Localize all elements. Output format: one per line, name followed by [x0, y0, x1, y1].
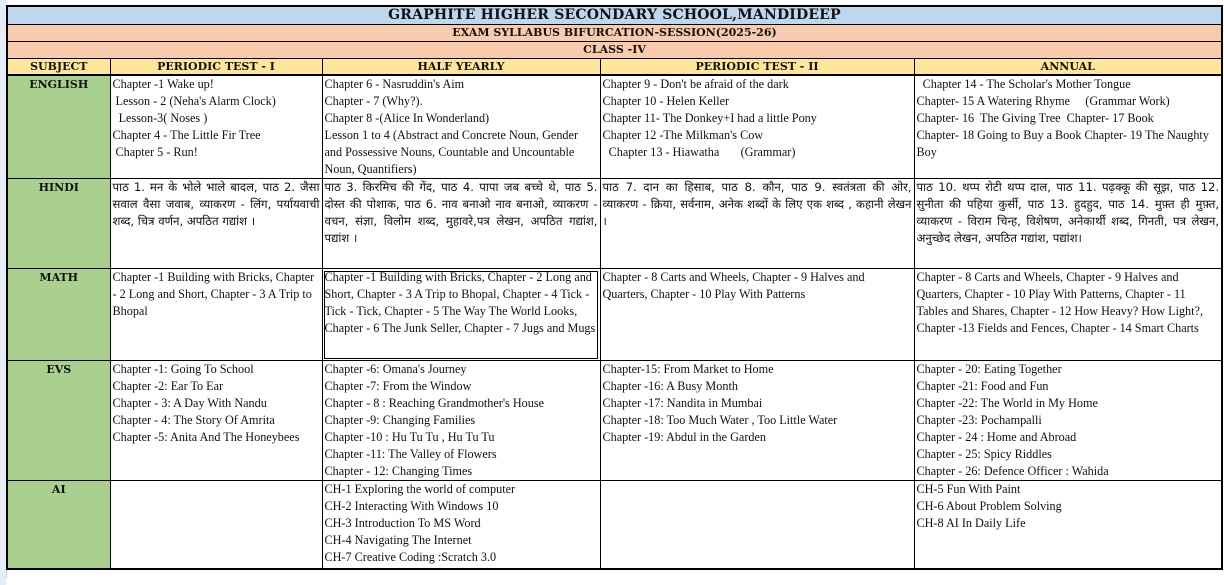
- syllabus-line: Chapter -16: A Busy Month: [602, 379, 738, 393]
- table-row-english: [7, 75, 1222, 179]
- syllabus-line: Chapter 13 - Hiawatha (Grammar): [602, 145, 796, 159]
- syllabus-line: Chapter 12 -The Milkman's Cow: [602, 128, 764, 142]
- column-header-annual[interactable]: ANNUAL: [914, 59, 1222, 76]
- syllabus-subtitle[interactable]: EXAM SYLLABUS BIFURCATION-SESSION(2025-26): [7, 25, 1222, 42]
- cell-hindi-half-yearly[interactable]: पाठ 3. किरमिच की गेंद, पाठ 4. पापा जब बच्चे थे, पाठ 5. दोस्त की पोशाक, पाठ 6. नाव बनाओ नाव बनाओ, व्याकरण - वचन, संज्ञा, विलोम शब्द, मुहावरे,पत्र लेखन, अपठित गद्यांश, पद्यांश ।: [322, 179, 600, 269]
- syllabus-line: Chapter -11: The Valley of Flowers: [324, 447, 497, 461]
- syllabus-line: Chapter -7: From the Window: [324, 379, 472, 393]
- syllabus-line: Chapter -23: Pochampalli: [916, 413, 1042, 427]
- syllabus-line: Chapter -10 : Hu Tu Tu , Hu Tu Tu: [324, 430, 495, 444]
- column-header-pt2[interactable]: PERIODIC TEST - II: [600, 59, 914, 76]
- subject-cell[interactable]: AI: [7, 481, 110, 570]
- class-label[interactable]: CLASS -IV: [7, 42, 1222, 59]
- syllabus-line: Chapter 5 - Run!: [112, 145, 198, 159]
- syllabus-line: CH-5 Fun With Paint: [916, 482, 1021, 496]
- syllabus-line: Chapter - 24 : Home and Abroad: [916, 430, 1077, 444]
- cell-ai-half-yearly[interactable]: [322, 481, 600, 570]
- syllabus-table: [6, 5, 1223, 570]
- syllabus-line: CH-8 AI In Daily Life: [916, 516, 1026, 530]
- cell-math-half-yearly[interactable]: Chapter -1 Building with Bricks, Chapter - 2 Long and Short, Chapter - 3 A Trip to Bhopal, Chapter - 4 Tick -Tick - Tick, Chapter - 5 The Way The World Looks, Chapter - 6 The Junk Seller, Chapter - 7 Jugs and Mugs: [322, 269, 600, 361]
- table-row-math: [7, 269, 1222, 361]
- syllabus-line: Chapter - 20: Eating Together: [916, 362, 1062, 376]
- school-title[interactable]: GRAPHITE HIGHER SECONDARY SCHOOL,MANDIDEEP: [7, 6, 1222, 25]
- cell-ai-pt1[interactable]: [110, 481, 322, 570]
- cell-math-pt2[interactable]: Chapter - 8 Carts and Wheels, Chapter - 9 Halves and Quarters, Chapter - 10 Play With Patterns: [600, 269, 914, 361]
- syllabus-line: Chapter -19: Abdul in the Garden: [602, 430, 766, 444]
- cell-english-half-yearly[interactable]: [322, 75, 600, 179]
- syllabus-line: Lesson 1 to 4 (Abstract and Concrete Noun, Gender and Possessive Nouns, Countable and Uncountable Noun, Quantifiers): [324, 128, 582, 176]
- table-row-evs: [7, 361, 1222, 481]
- subject-cell[interactable]: HINDI: [7, 179, 110, 269]
- table-row-ai: [7, 481, 1222, 570]
- syllabus-line: Chapter -21: Food and Fun: [916, 379, 1049, 393]
- table-row-hindi: [7, 179, 1222, 269]
- cell-hindi-annual[interactable]: पाठ 10. थप्प रोटी थप्प दाल, पाठ 11. पढ़क्कू की सूझ, पाठ 12. सुनीता की पहिया कुर्सी, पाठ 13. हुदहुद, पाठ 14. मुफ़्त ही मुफ़्त, व्याकरण - विराम चिन्ह, विशेषण, अनेकार्थी शब्द, गिनती, पत्र लेखन, अनुच्छेद लेखन, अपठित गद्यांश, पद्यांश।: [914, 179, 1222, 269]
- syllabus-line: Chapter - 4: The Story Of Amrita: [112, 413, 275, 427]
- subject-cell[interactable]: MATH: [7, 269, 110, 361]
- column-header-pt1[interactable]: PERIODIC TEST - I: [110, 59, 322, 76]
- column-header-subject[interactable]: SUBJECT: [7, 59, 110, 76]
- subject-cell[interactable]: EVS: [7, 361, 110, 481]
- syllabus-line: Chapter- 18 Going to Buy a Book Chapter- 19 The Naughty Boy: [916, 128, 1212, 159]
- cell-english-pt2[interactable]: [600, 75, 914, 179]
- syllabus-line: Lesson-3( Noses ): [112, 111, 208, 125]
- syllabus-line: Chapter- 15 A Watering Rhyme (Grammar Work): [916, 94, 1170, 108]
- syllabus-line: Chapter -17: Nandita in Mumbai: [602, 396, 763, 410]
- syllabus-line: Chapter-15: From Market to Home: [602, 362, 774, 376]
- cell-evs-half-yearly[interactable]: [322, 361, 600, 481]
- subject-cell[interactable]: ENGLISH: [7, 75, 110, 179]
- syllabus-line: Chapter -9: Changing Families: [324, 413, 476, 427]
- cell-english-annual[interactable]: [914, 75, 1222, 179]
- syllabus-line: Chapter 11- The Donkey+I had a little Pony: [602, 111, 817, 125]
- syllabus-line: Chapter -6: Omana's Journey: [324, 362, 467, 376]
- syllabus-line: Chapter - 7 (Why?).: [324, 94, 423, 108]
- sheet-gridline-row-bottom: [6, 578, 1224, 585]
- syllabus-line: CH-4 Navigating The Internet: [324, 533, 472, 547]
- syllabus-line: Chapter - 12: Changing Times: [324, 464, 473, 478]
- cell-evs-annual[interactable]: [914, 361, 1222, 481]
- syllabus-line: Chapter 9 - Don't be afraid of the dark: [602, 77, 789, 91]
- syllabus-line: Chapter -5: Anita And The Honeybees: [112, 430, 300, 444]
- cell-ai-annual[interactable]: [914, 481, 1222, 570]
- syllabus-line: Lesson - 2 (Neha's Alarm Clock): [112, 94, 276, 108]
- syllabus-line: CH-2 Interacting With Windows 10: [324, 499, 499, 513]
- cell-hindi-pt2[interactable]: पाठ 7. दान का हिसाब, पाठ 8. कौन, पाठ 9. स्वतंत्रता की ओर, व्याकरण - क्रिया, सर्वनाम, अनेक शब्दों के लिए एक शब्द , कहानी लेखन ।: [600, 179, 914, 269]
- syllabus-line: Chapter -22: The World in My Home: [916, 396, 1098, 410]
- syllabus-line: CH-3 Introduction To MS Word: [324, 516, 481, 530]
- syllabus-line: Chapter - 25: Spicy Riddles: [916, 447, 1052, 461]
- cell-evs-pt2[interactable]: [600, 361, 914, 481]
- syllabus-line: CH-1 Exploring the world of computer: [324, 482, 516, 496]
- syllabus-line: CH-7 Creative Coding :Scratch 3.0: [324, 550, 497, 564]
- syllabus-line: Chapter - 26: Defence Officer : Wahida: [916, 464, 1109, 478]
- syllabus-line: Chapter 4 - The Little Fir Tree: [112, 128, 261, 142]
- syllabus-line: Chapter - 3: A Day With Nandu: [112, 396, 267, 410]
- cell-evs-pt1[interactable]: [110, 361, 322, 481]
- syllabus-line: Chapter 14 - The Scholar's Mother Tongue: [916, 77, 1131, 91]
- syllabus-line: Chapter 6 - Nasruddin's Aim: [324, 77, 465, 91]
- syllabus-line: Chapter- 16 The Giving Tree Chapter- 17 Book: [916, 111, 1154, 125]
- syllabus-line: Chapter -1: Going To School: [112, 362, 254, 376]
- syllabus-line: Chapter 10 - Helen Keller: [602, 94, 730, 108]
- syllabus-line: Chapter -1 Wake up!: [112, 77, 214, 91]
- syllabus-line: Chapter -2: Ear To Ear: [112, 379, 224, 393]
- cell-math-pt1[interactable]: Chapter -1 Building with Bricks, Chapter - 2 Long and Short, Chapter - 3 A Trip to Bhopal: [110, 269, 322, 361]
- cell-math-annual[interactable]: Chapter - 8 Carts and Wheels, Chapter - 9 Halves and Quarters, Chapter - 10 Play With Patterns, Chapter - 11 Tables and Shares, Chapter - 12 How Heavy? How Light?, Chapter -13 Fields and Fences, Chapter - 14 Smart Charts: [914, 269, 1222, 361]
- cell-hindi-pt1[interactable]: पाठ 1. मन के भोले भाले बादल, पाठ 2. जैसा सवाल वैसा जवाब, व्याकरण - लिंग, पर्यायवाची शब्द, चित्र वर्णन, अपठित गद्यांश ।: [110, 179, 322, 269]
- syllabus-line: Chapter 8 -(Alice In Wonderland): [324, 111, 490, 125]
- cell-ai-pt2[interactable]: [600, 481, 914, 570]
- syllabus-line: Chapter -18: Too Much Water , Too Little Water: [602, 413, 838, 427]
- column-header-half-yearly[interactable]: HALF YEARLY: [322, 59, 600, 76]
- syllabus-line: CH-6 About Problem Solving: [916, 499, 1062, 513]
- syllabus-line: Chapter - 8 : Reaching Grandmother's House: [324, 396, 544, 410]
- cell-english-pt1[interactable]: [110, 75, 322, 179]
